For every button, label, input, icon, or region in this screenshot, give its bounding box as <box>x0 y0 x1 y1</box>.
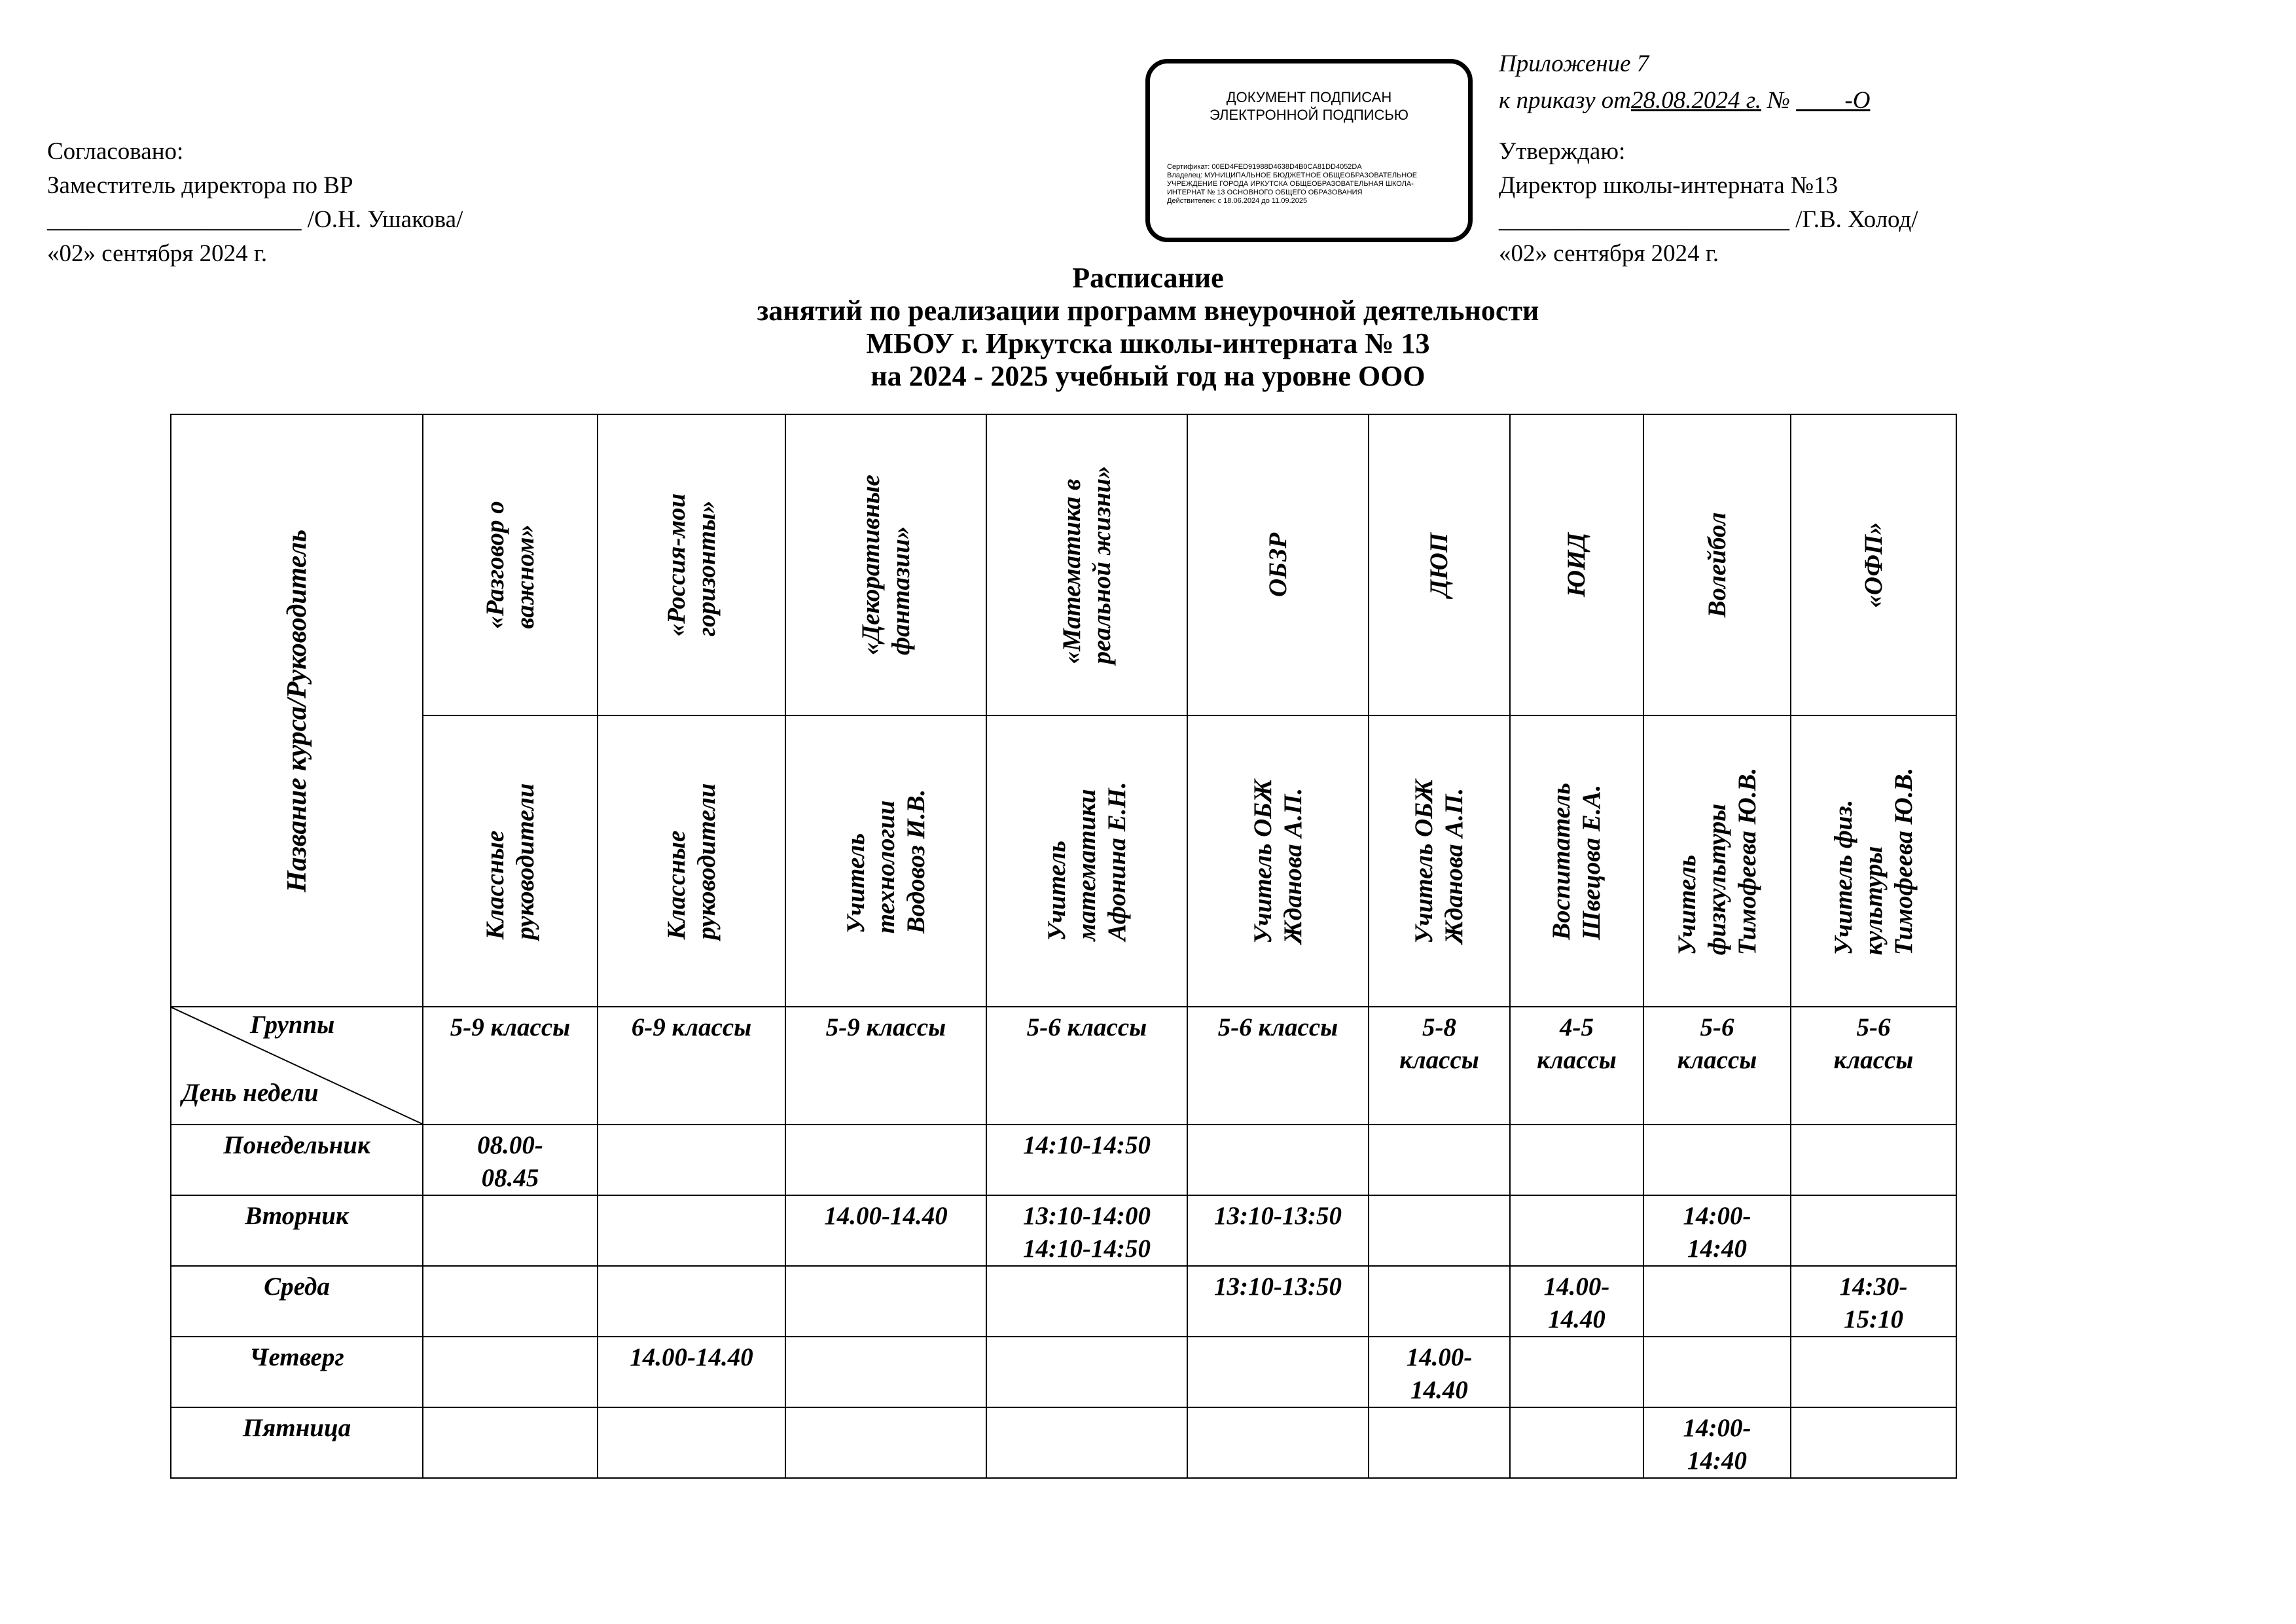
appendix-line2 <box>1499 82 1870 119</box>
schedule-cell <box>986 1266 1187 1337</box>
course-leader-cell <box>785 715 986 1007</box>
stamp-info-line: ИНТЕРНАТ № 13 ОСНОВНОГО ОБЩЕГО ОБРАЗОВАНИЯ <box>1167 189 1363 196</box>
time-slot: 14.00-14.40 <box>630 1343 753 1371</box>
group-text: 5-6 классы <box>1217 1013 1338 1041</box>
day-label: День недели <box>182 1079 319 1107</box>
schedule-cell <box>1510 1266 1643 1337</box>
appendix-prefix: к приказу от <box>1499 87 1632 114</box>
time-slot <box>987 1408 1187 1412</box>
time-slot <box>423 1337 597 1341</box>
group-text: 5-8 классы <box>1399 1013 1479 1074</box>
schedule-cell <box>1510 1195 1643 1266</box>
time-slot: 08.00- 08.45 <box>477 1131 543 1192</box>
approved-line3: ________________________ /Г.В. Холод/ <box>1499 206 1918 233</box>
schedule-table <box>170 414 1957 1479</box>
time-slot <box>1511 1337 1643 1341</box>
course-leader-cell <box>598 715 785 1007</box>
group-cell <box>423 1007 598 1125</box>
course-name-cell <box>785 414 986 715</box>
appendix-blank: ____ <box>1796 87 1845 114</box>
schedule-cell <box>1369 1195 1510 1266</box>
course-name: ЮИД <box>1562 532 1590 598</box>
course-leader: Воспитатель Швецова Е.А. <box>1547 782 1605 940</box>
schedule-cell <box>785 1407 986 1478</box>
course-leader-cell <box>1369 715 1510 1007</box>
course-name-cell <box>1791 414 1956 715</box>
group-cell <box>986 1007 1187 1125</box>
appendix-date: 28.08.2024 г. <box>1631 87 1761 114</box>
schedule-cell <box>1187 1125 1369 1195</box>
time-slot <box>1511 1196 1643 1200</box>
time-slot <box>598 1267 785 1271</box>
time-slot <box>1791 1196 1956 1200</box>
group-cell <box>1187 1007 1369 1125</box>
time-slot: 13:10-13:50 <box>1214 1202 1342 1230</box>
time-slot <box>423 1267 597 1271</box>
schedule-cell <box>1510 1125 1643 1195</box>
schedule-cell <box>1369 1407 1510 1478</box>
time-slot: 14:00- 14:40 <box>1683 1202 1751 1263</box>
time-slot <box>1791 1125 1956 1129</box>
schedule-cell <box>1187 1266 1369 1337</box>
time-slot <box>1369 1196 1509 1200</box>
schedule-cell <box>423 1195 598 1266</box>
course-name-cell <box>1187 414 1369 715</box>
course-leader-cell <box>1643 715 1791 1007</box>
schedule-cell <box>785 1195 986 1266</box>
schedule-cell <box>1187 1337 1369 1407</box>
schedule-cell <box>1643 1337 1791 1407</box>
groups-label: Группы <box>250 1011 335 1039</box>
course-leader: Учитель технологии Водовоз И.В. <box>841 789 930 933</box>
schedule-cell <box>1369 1337 1510 1407</box>
stamp-info-line: Действителен: с 18.06.2024 до 11.09.2025 <box>1167 197 1308 205</box>
time-slot <box>1644 1267 1790 1271</box>
schedule-cell <box>986 1407 1187 1478</box>
stamp-title <box>1150 88 1468 124</box>
schedule-cell <box>1510 1407 1643 1478</box>
time-slot: 14.00- 14.40 <box>1543 1272 1610 1333</box>
course-name-cell <box>1510 414 1643 715</box>
course-leader-cell <box>1510 715 1643 1007</box>
schedule-cell <box>1369 1125 1510 1195</box>
group-text: 5-9 классы <box>450 1013 571 1041</box>
schedule-cell <box>598 1266 785 1337</box>
time-slot <box>1369 1408 1509 1412</box>
course-name: «ОФП» <box>1859 522 1888 608</box>
time-slot <box>1188 1408 1368 1412</box>
time-slot: 14:30- 15:10 <box>1839 1272 1908 1333</box>
time-slot <box>786 1267 986 1271</box>
approved-line1: Утверждаю: <box>1499 138 1626 165</box>
day-row-thursday <box>171 1337 1956 1407</box>
stamp-info-line: УЧРЕЖДЕНИЕ ГОРОДА ИРКУТСКА ОБЩЕОБРАЗОВАТЕЛЬНАЯ ШКОЛА- <box>1167 180 1414 188</box>
day-name-cell <box>171 1266 423 1337</box>
stamp-info-line: Владелец: МУНИЦИПАЛЬНОЕ БЮДЖЕТНОЕ ОБЩЕОБРАЗОВАТЕЛЬНОЕ <box>1167 171 1418 179</box>
schedule-cell <box>1643 1195 1791 1266</box>
schedule-cell <box>1791 1407 1956 1478</box>
day-name: Четверг <box>249 1343 344 1371</box>
agreed-line4: «02» сентября 2024 г. <box>47 240 268 267</box>
header-label-cell <box>171 414 423 1007</box>
group-cell <box>598 1007 785 1125</box>
schedule-cell <box>1187 1407 1369 1478</box>
groups-row <box>171 1007 1956 1125</box>
groups-day-corner-cell <box>171 1007 423 1125</box>
document-title <box>0 262 2296 393</box>
course-leader-cell <box>986 715 1187 1007</box>
agreed-line3: _____________________ /О.Н. Ушакова/ <box>47 206 463 233</box>
time-slot <box>1791 1337 1956 1341</box>
time-slot: 13:10-13:50 <box>1214 1272 1342 1301</box>
appendix-note <box>1499 46 1870 119</box>
day-row-wednesday <box>171 1266 1956 1337</box>
day-name: Понедельник <box>223 1131 370 1159</box>
schedule-cell <box>1791 1125 1956 1195</box>
time-slot <box>786 1125 986 1129</box>
course-leader: Классные руководители <box>480 783 539 939</box>
schedule-cell <box>1643 1125 1791 1195</box>
schedule-cell <box>986 1337 1187 1407</box>
time-slot <box>1644 1337 1790 1341</box>
group-text: 5-6 классы <box>1026 1013 1147 1041</box>
schedule-cell <box>598 1337 785 1407</box>
course-leader: Учитель математики Афонина Е.Н. <box>1042 782 1131 941</box>
stamp-title-line1: ДОКУМЕНТ ПОДПИСАН <box>1226 89 1392 105</box>
course-leader-cell <box>1791 715 1956 1007</box>
schedule-cell <box>785 1266 986 1337</box>
appendix-suffix: -О <box>1844 87 1871 114</box>
schedule-cell <box>598 1407 785 1478</box>
time-slot <box>598 1125 785 1129</box>
time-slot <box>423 1196 597 1200</box>
day-name-cell <box>171 1337 423 1407</box>
group-text: 4-5 классы <box>1537 1013 1617 1074</box>
title-line4: на 2024 - 2025 учебный год на уровне ООО <box>870 360 1426 392</box>
schedule-cell <box>598 1125 785 1195</box>
schedule-cell <box>423 1266 598 1337</box>
time-slot <box>1511 1408 1643 1412</box>
time-slot <box>987 1267 1187 1271</box>
time-slot <box>1644 1125 1790 1129</box>
course-name-cell <box>598 414 785 715</box>
course-name: ДЮП <box>1425 532 1453 598</box>
group-cell <box>1643 1007 1791 1125</box>
time-slot <box>1369 1267 1509 1271</box>
schedule-cell <box>423 1407 598 1478</box>
group-cell <box>1791 1007 1956 1125</box>
course-leader-cell <box>423 715 598 1007</box>
day-row-friday <box>171 1407 1956 1478</box>
day-row-tuesday <box>171 1195 1956 1266</box>
agreed-block <box>47 135 463 271</box>
course-leader: Учитель ОБЖ Жданова А.П. <box>1410 778 1468 944</box>
time-slot <box>1188 1337 1368 1341</box>
day-name: Пятница <box>242 1414 351 1442</box>
course-name-cell <box>1643 414 1791 715</box>
time-slot: 14:00- 14:40 <box>1683 1414 1751 1475</box>
course-name: «Декоративные фантазии» <box>856 475 915 655</box>
day-name-cell <box>171 1407 423 1478</box>
schedule-cell <box>986 1125 1187 1195</box>
day-name: Вторник <box>245 1202 349 1230</box>
group-text: 5-9 классы <box>825 1013 946 1041</box>
course-leader: Классные руководители <box>662 783 721 939</box>
appendix-no: № <box>1761 87 1797 114</box>
group-text: 5-6 классы <box>1833 1013 1914 1074</box>
day-name-cell <box>171 1125 423 1195</box>
time-slot <box>1511 1125 1643 1129</box>
group-cell <box>785 1007 986 1125</box>
schedule-cell <box>1643 1266 1791 1337</box>
day-name-cell <box>171 1195 423 1266</box>
course-name: ОБЗР <box>1263 532 1292 598</box>
time-slot: 13:10-14:00 14:10-14:50 <box>1023 1202 1151 1263</box>
schedule-cell <box>785 1337 986 1407</box>
appendix-line1: Приложение 7 <box>1499 50 1649 77</box>
time-slot <box>423 1408 597 1412</box>
course-leader-row <box>171 715 1956 1007</box>
course-name-cell <box>986 414 1187 715</box>
title-line3: МБОУ г. Иркутска школы-интерната № 13 <box>866 327 1430 359</box>
schedule-cell <box>1643 1407 1791 1478</box>
time-slot <box>786 1337 986 1341</box>
day-name: Среда <box>264 1272 330 1301</box>
title-line2: занятий по реализации программ внеурочной деятельности <box>757 295 1539 327</box>
course-name-cell <box>423 414 598 715</box>
group-cell <box>1510 1007 1643 1125</box>
course-leader: Учитель физкультуры Тимофеева Ю.В. <box>1672 767 1761 955</box>
course-name: «Математика в реальной жизни» <box>1057 465 1116 664</box>
time-slot <box>598 1408 785 1412</box>
title-line1: Расписание <box>1072 262 1224 294</box>
approved-line4: «02» сентября 2024 г. <box>1499 240 1719 267</box>
time-slot <box>1369 1125 1509 1129</box>
course-name: «Россия-мои горизонты» <box>662 493 721 637</box>
schedule-cell <box>423 1337 598 1407</box>
time-slot <box>1188 1125 1368 1129</box>
group-text: 5-6 классы <box>1677 1013 1757 1074</box>
course-leader: Учитель ОБЖ Жданова А.П. <box>1248 778 1307 944</box>
schedule-cell <box>1791 1337 1956 1407</box>
stamp-info <box>1167 163 1460 206</box>
course-leader-cell <box>1187 715 1369 1007</box>
group-text: 6-9 классы <box>631 1013 752 1041</box>
course-name: «Разговор о важном» <box>480 501 539 629</box>
group-cell <box>1369 1007 1510 1125</box>
schedule-cell <box>1791 1266 1956 1337</box>
time-slot <box>987 1337 1187 1341</box>
day-row-monday <box>171 1125 1956 1195</box>
schedule-cell <box>1510 1337 1643 1407</box>
schedule-cell <box>785 1125 986 1195</box>
stamp-info-line: Сертификат: 00ED4FED91988D4638D4B0CA81DD4052DA <box>1167 163 1362 171</box>
time-slot <box>786 1408 986 1412</box>
time-slot: 14.00-14.40 <box>824 1202 948 1230</box>
stamp-title-line2: ЭЛЕКТРОННОЙ ПОДПИСЬЮ <box>1209 107 1409 123</box>
time-slot <box>1791 1408 1956 1412</box>
schedule-cell <box>986 1195 1187 1266</box>
approved-line2: Директор школы-интерната №13 <box>1499 172 1839 199</box>
schedule-cell <box>1791 1195 1956 1266</box>
approved-block <box>1499 135 1918 271</box>
course-leader: Учитель физ. культуры Тимофеева Ю.В. <box>1829 767 1918 955</box>
course-name-row <box>171 414 1956 715</box>
time-slot: 14:10-14:50 <box>1023 1131 1151 1159</box>
schedule-cell <box>1187 1195 1369 1266</box>
time-slot: 14.00- 14.40 <box>1406 1343 1473 1404</box>
header-label: Название курса/Руководитель <box>281 529 312 892</box>
course-name: Волейбол <box>1702 512 1731 618</box>
schedule-cell <box>1369 1266 1510 1337</box>
agreed-line1: Согласовано: <box>47 138 184 165</box>
electronic-signature-stamp <box>1145 59 1473 242</box>
course-name-cell <box>1369 414 1510 715</box>
schedule-cell <box>423 1125 598 1195</box>
agreed-line2: Заместитель директора по ВР <box>47 172 353 199</box>
time-slot <box>598 1196 785 1200</box>
schedule-cell <box>598 1195 785 1266</box>
